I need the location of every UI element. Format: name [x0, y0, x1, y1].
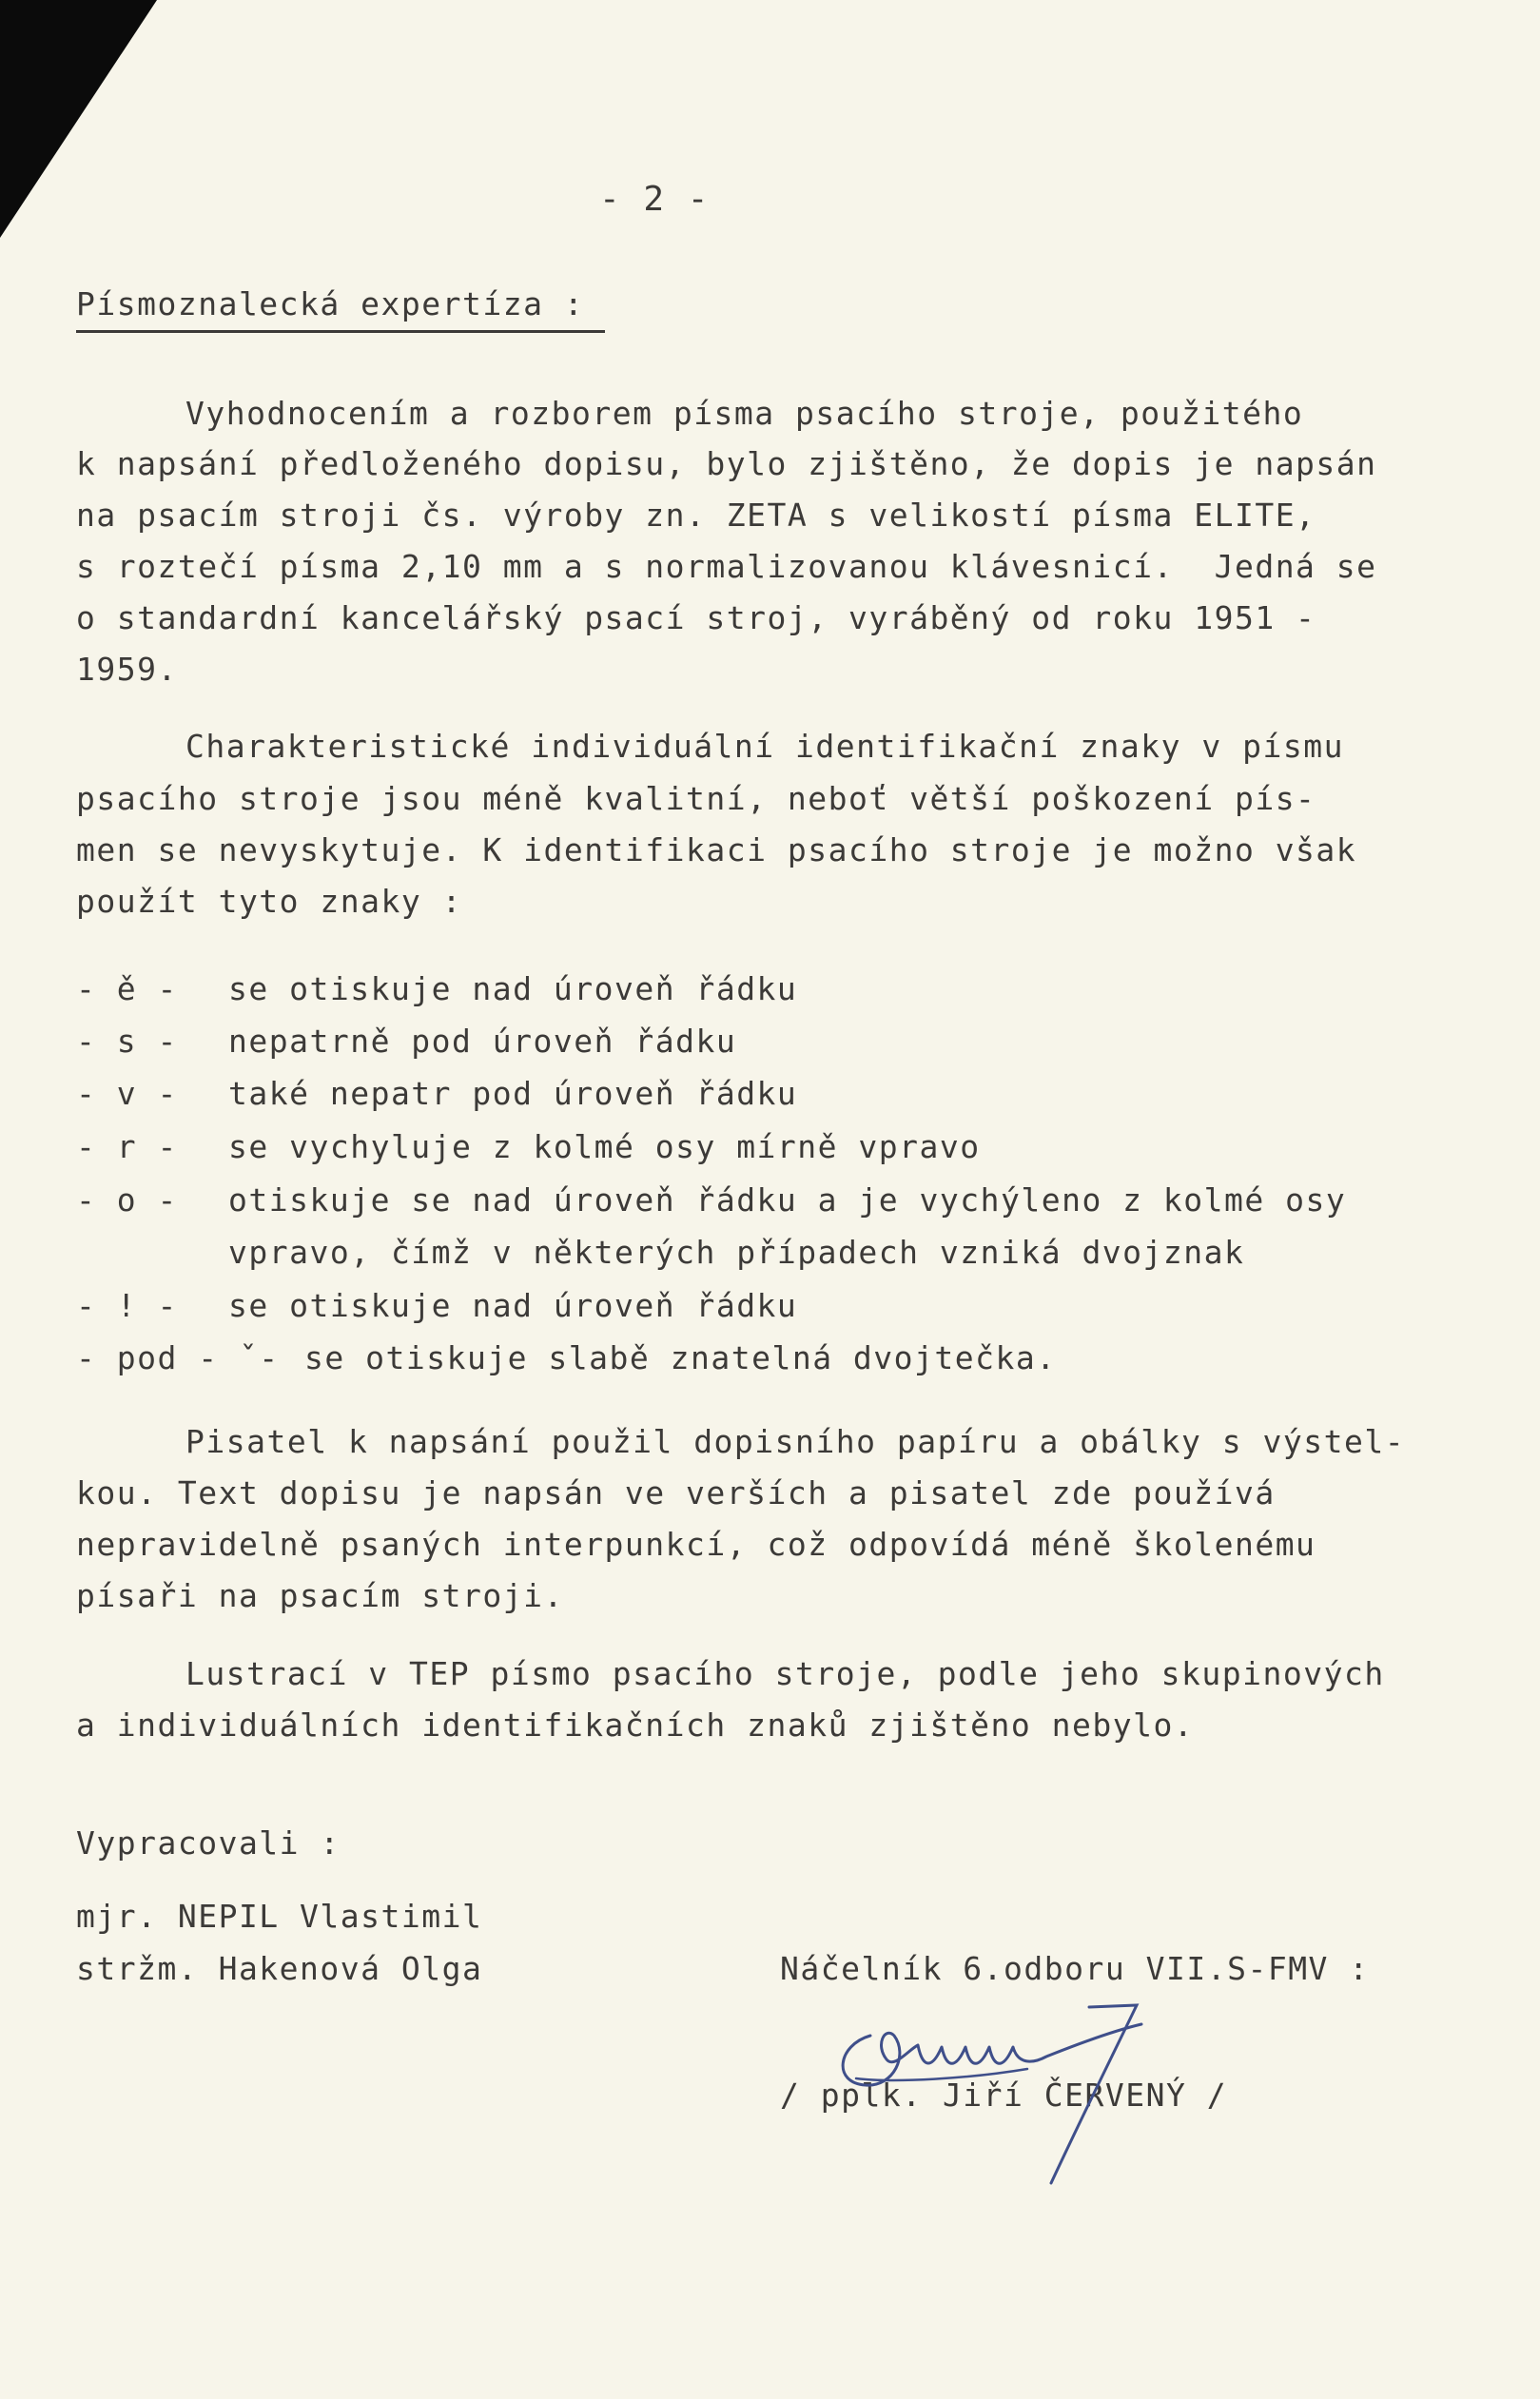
handwritten-signature	[828, 1979, 1179, 2216]
characteristic-description: se vychyluje z kolmé osy mírně vpravo	[228, 1128, 981, 1165]
section-heading: Písmoznalecká expertíza :	[76, 285, 585, 322]
paragraph-2-line: použít tyto znaky :	[76, 883, 462, 920]
signatory-name: / pplk. Jiří ČERVENÝ /	[780, 2077, 1228, 2114]
characteristic-mark: - s -	[76, 1023, 178, 1060]
paragraph-4-line: Lustrací v TEP písmo psacího stroje, podle jeho skupinových	[185, 1655, 1385, 1692]
characteristic-mark: - v -	[76, 1075, 178, 1112]
characteristic-description: nepatrně pod úroveň řádku	[228, 1023, 737, 1060]
paragraph-3-line: nepravidelně psaných interpunkcí, což odpovídá méně školenému	[76, 1526, 1316, 1563]
paragraph-1-line: s roztečí písma 2,10 mm a s normalizovanou klávesnicí. Jedná se	[76, 548, 1377, 585]
paragraph-2-line: psacího stroje jsou méně kvalitní, neboť větší poškození pís-	[76, 780, 1316, 817]
characteristic-mark: - r -	[76, 1128, 178, 1165]
paragraph-2-line: Charakteristické individuální identifikační znaky v písmu	[185, 728, 1344, 765]
characteristic-description: se otiskuje nad úroveň řádku	[228, 1287, 798, 1324]
characteristic-description: otiskuje se nad úroveň řádku a je vychýleno z kolmé osy	[228, 1181, 1347, 1219]
paragraph-1-line: k napsání předloženého dopisu, bylo zjištěno, že dopis je napsán	[76, 445, 1377, 482]
paragraph-1-line: na psacím stroji čs. výroby zn. ZETA s velikostí písma ELITE,	[76, 497, 1316, 534]
paragraph-1-line: 1959.	[76, 651, 178, 688]
paragraph-3-line: písaři na psacím stroji.	[76, 1577, 564, 1614]
characteristic-mark: - ě -	[76, 970, 178, 1007]
paragraph-4-line: a individuálních identifikačních znaků zjištěno nebylo.	[76, 1707, 1195, 1744]
paragraph-3-line: kou. Text dopisu je napsán ve verších a pisatel zde používá	[76, 1474, 1276, 1512]
prepared-by-name: stržm. Hakenová Olga	[76, 1950, 483, 1987]
heading-underline	[76, 330, 605, 333]
characteristic-mark: - ! -	[76, 1287, 178, 1324]
prepared-by-name: mjr. NEPIL Vlastimil	[76, 1898, 483, 1935]
characteristic-description: také nepatr pod úroveň řádku	[228, 1075, 798, 1112]
page-number: - 2 -	[599, 180, 710, 219]
signatory-title: Náčelník 6.odboru VII.S-FMV :	[780, 1950, 1370, 1987]
prepared-by-title: Vypracovali :	[76, 1824, 341, 1862]
paragraph-2-line: men se nevyskytuje. K identifikaci psacího stroje je možno však	[76, 831, 1357, 868]
characteristic-mark: - pod - ˇ-	[76, 1339, 280, 1376]
characteristic-description: se otiskuje nad úroveň řádku	[228, 970, 798, 1007]
characteristic-mark: - o -	[76, 1181, 178, 1219]
paragraph-1-line: Vyhodnocením a rozborem písma psacího stroje, použitého	[185, 395, 1304, 432]
characteristic-description-continued: vpravo, čímž v některých případech vzniká dvojznak	[228, 1234, 1245, 1271]
paragraph-3-line: Pisatel k napsání použil dopisního papíru a obálky s výstel-	[185, 1423, 1406, 1460]
characteristic-description: se otiskuje slabě znatelná dvojtečka.	[304, 1339, 1057, 1376]
paragraph-1-line: o standardní kancelářský psací stroj, vyráběný od roku 1951 -	[76, 599, 1316, 636]
